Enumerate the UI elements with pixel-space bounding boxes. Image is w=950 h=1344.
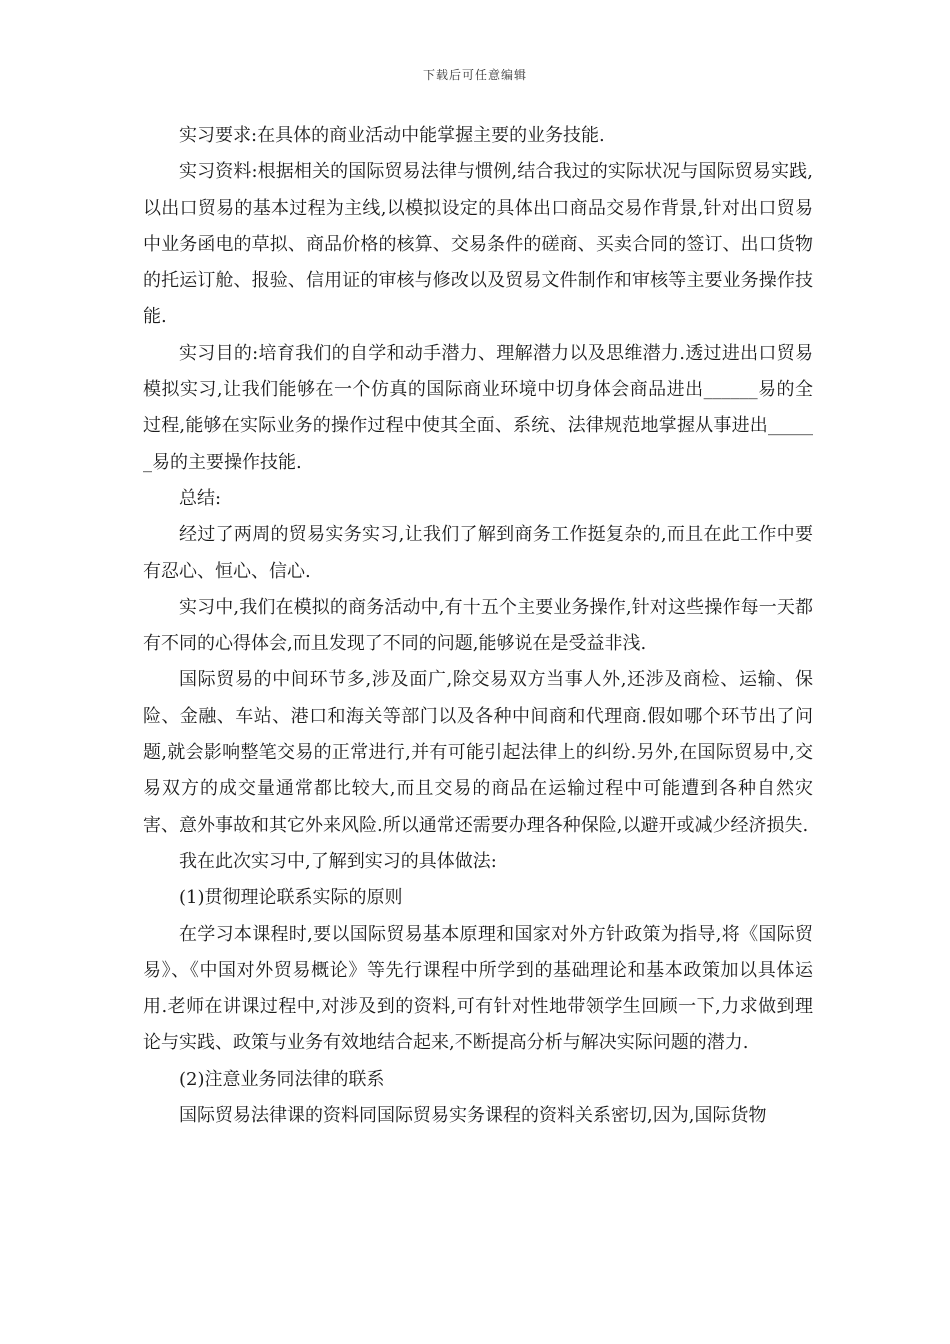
paragraph-method-2-heading: (2)注意业务同法律的联系	[179, 1068, 385, 1090]
paragraph-summary-1: 经过了两周的贸易实务实习,让我们了解到商务工作挺复杂的,而且在此工作中要有忍心、恒心、信心.	[143, 524, 813, 582]
paragraph-method-2-body: 国际贸易法律课的资料同国际贸易实务课程的资料关系密切,因为,国际货物	[179, 1105, 767, 1127]
page-header: 下载后可任意编辑	[422, 68, 527, 82]
paragraph-requirements: 实习要求:在具体的商业活动中能掌握主要的业务技能.	[179, 125, 605, 146]
paragraph-purpose: 实习目的:培育我们的自学和动手潜力、理解潜力以及思维潜力.透过进出口贸易模拟实习,让我们能够在一个仿真的国际商业环境中切身体会商品进出______易的全过程,能够在实际业务的操作过程中使其全面、系统、法律规范地掌握从事进出______易的主要操作技能.	[143, 342, 813, 473]
paragraph-summary-2: 实习中,我们在模拟的商务活动中,有十五个主要业务操作,针对这些操作每一天都有不同的心得体会,而且发现了不同的问题,能够说在是受益非浅.	[143, 596, 813, 655]
paragraph-method-1-body: 在学习本课程时,要以国际贸易基本原理和国家对外方针政策为指导,将《国际贸易》、《中国对外贸易概论》等先行课程中所学到的基础理论和基本政策加以具体运用.老师在讲课过程中,对涉及到的资料,可有针对性地带领学生回顾一下,力求做到理论与实践、政策与业务有效地结合起来,不断提高分析与解决实际问题的潜力.	[143, 923, 813, 1054]
paragraph-methods-intro: 我在此次实习中,了解到实习的具体做法:	[179, 850, 497, 872]
document-body	[143, 118, 813, 1134]
paragraph-materials: 实习资料:根据相关的国际贸易法律与惯例,结合我过的实际状况与国际贸易实践,以出口贸易的基本过程为主线,以模拟设定的具体出口商品交易作背景,针对出口贸易中业务函电的草拟、商品价格的核算、交易条件的磋商、买卖合同的签订、出口货物的托运订舱、报验、信用证的审核与修改以及贸易文件制作和审核等主要业务操作技能.	[143, 161, 813, 328]
paragraph-summary-heading: 总结:	[179, 487, 222, 509]
paragraph-method-1-heading: (1)贯彻理论联系实际的原则	[179, 887, 403, 909]
paragraph-summary-3: 国际贸易的中间环节多,涉及面广,除交易双方当事人外,还涉及商检、运输、保险、金融、车站、港口和海关等部门以及各种中间商和代理商.假如哪个环节出了问题,就会影响整笔交易的正常进行,并有可能引起法律上的纠纷.另外,在国际贸易中,交易双方的成交量通常都比较大,而且交易的商品在运输过程中可能遭到各种自然灾害、意外事故和其它外来风险.所以通常还需要办理各种保险,以避开或减少经济损失.	[143, 669, 813, 836]
